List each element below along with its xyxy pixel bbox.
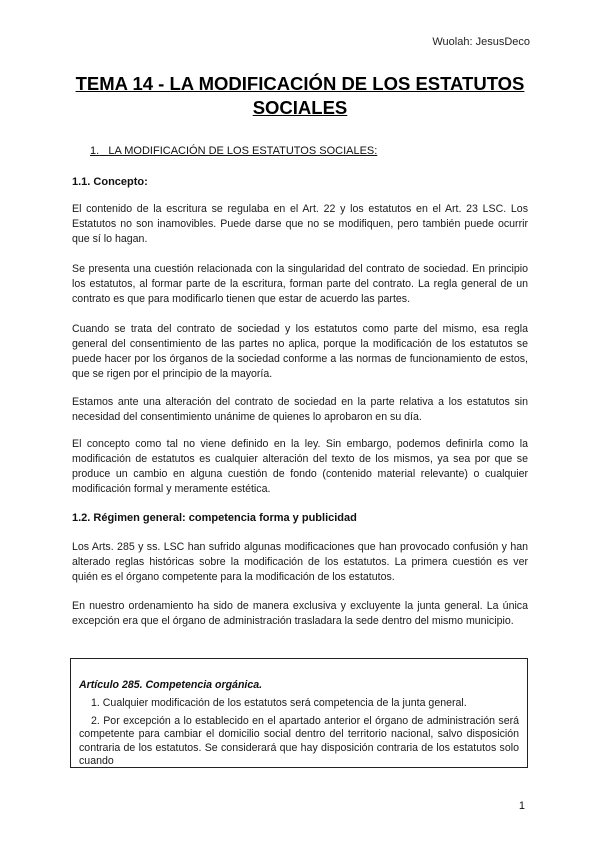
subheading-concepto: 1.1. Concepto: xyxy=(72,176,148,188)
section-heading-text: LA MODIFICACIÓN DE LOS ESTATUTOS SOCIALES: xyxy=(108,145,378,157)
article-item: 1. Cualquier modificación de los estatutos será competencia de la junta general. xyxy=(91,697,467,709)
paragraph: El contenido de la escritura se regulaba en el Art. 22 y los estatutos en el Art. 23 LSC. Los Estatutos no son inamovibles. Puede darse que no se modifiquen, pero también puede ocurrir que sí lo hagan. xyxy=(72,203,528,245)
paragraph: Los Arts. 285 y ss. LSC han sufrido algunas modificaciones que han provocado confusión y han alterado reglas históricas sobre la modificación de los estatutos. La primera cuestión es ver quién es el órgano competente para la modificación de los estatutos. xyxy=(72,541,528,583)
paragraph: El concepto como tal no viene definido en la ley. Sin embargo, podemos definirla como la modificación de estatutos es cualquier alteración del texto de los mismos, ya sea por que se produce un cambio en alguna cuestión de fondo (contenido material relevante) o cualquier modificación formal y meramente estética. xyxy=(72,438,528,495)
section-heading xyxy=(90,145,377,157)
paragraph: Se presenta una cuestión relacionada con la singularidad del contrato de sociedad. En principio los estatutos, al formar parte de la escritura, forman parte del contrato. La regla general de un contrato es que para modificarlo tienen que estar de acuerdo las partes. xyxy=(72,263,528,305)
paragraph: Cuando se trata del contrato de sociedad y los estatutos como parte del mismo, esa regla general del consentimiento de las partes no aplica, porque la modificación de los estatutos se puede hacer por los órganos de la sociedad conforme a las normas de funcionamiento de estos, que se rigen por el principio de la mayoría. xyxy=(72,323,528,380)
header-author: Wuolah: JesusDeco xyxy=(432,36,530,48)
article-item: 2. Por excepción a lo establecido en el apartado anterior el órgano de administración será competente para cambiar el domicilio social dentro del territorio nacional, salvo disposición contraria de los estatutos. Se considerará que hay disposición contraria de los estatutos solo cuando xyxy=(79,714,519,767)
article-title: Artículo 285. Competencia orgánica. xyxy=(79,679,263,691)
paragraph: Estamos ante una alteración del contrato de sociedad en la parte relativa a los estatutos sin necesidad del consentimiento unánime de quienes lo aprobaron en su día. xyxy=(72,396,528,423)
paragraph: En nuestro ordenamiento ha sido de manera exclusiva y excluyente la junta general. La única excepción era que el órgano de administración trasladara la sede dentro del mismo municipio. xyxy=(72,600,528,627)
page-title: TEMA 14 - LA MODIFICACIÓN DE LOS ESTATUTOS SOCIALES xyxy=(75,73,525,118)
subheading-regimen: 1.2. Régimen general: competencia forma y publicidad xyxy=(72,512,357,524)
article-box xyxy=(70,658,528,768)
page-number: 1 xyxy=(518,800,525,812)
section-number: 1. xyxy=(90,145,100,157)
